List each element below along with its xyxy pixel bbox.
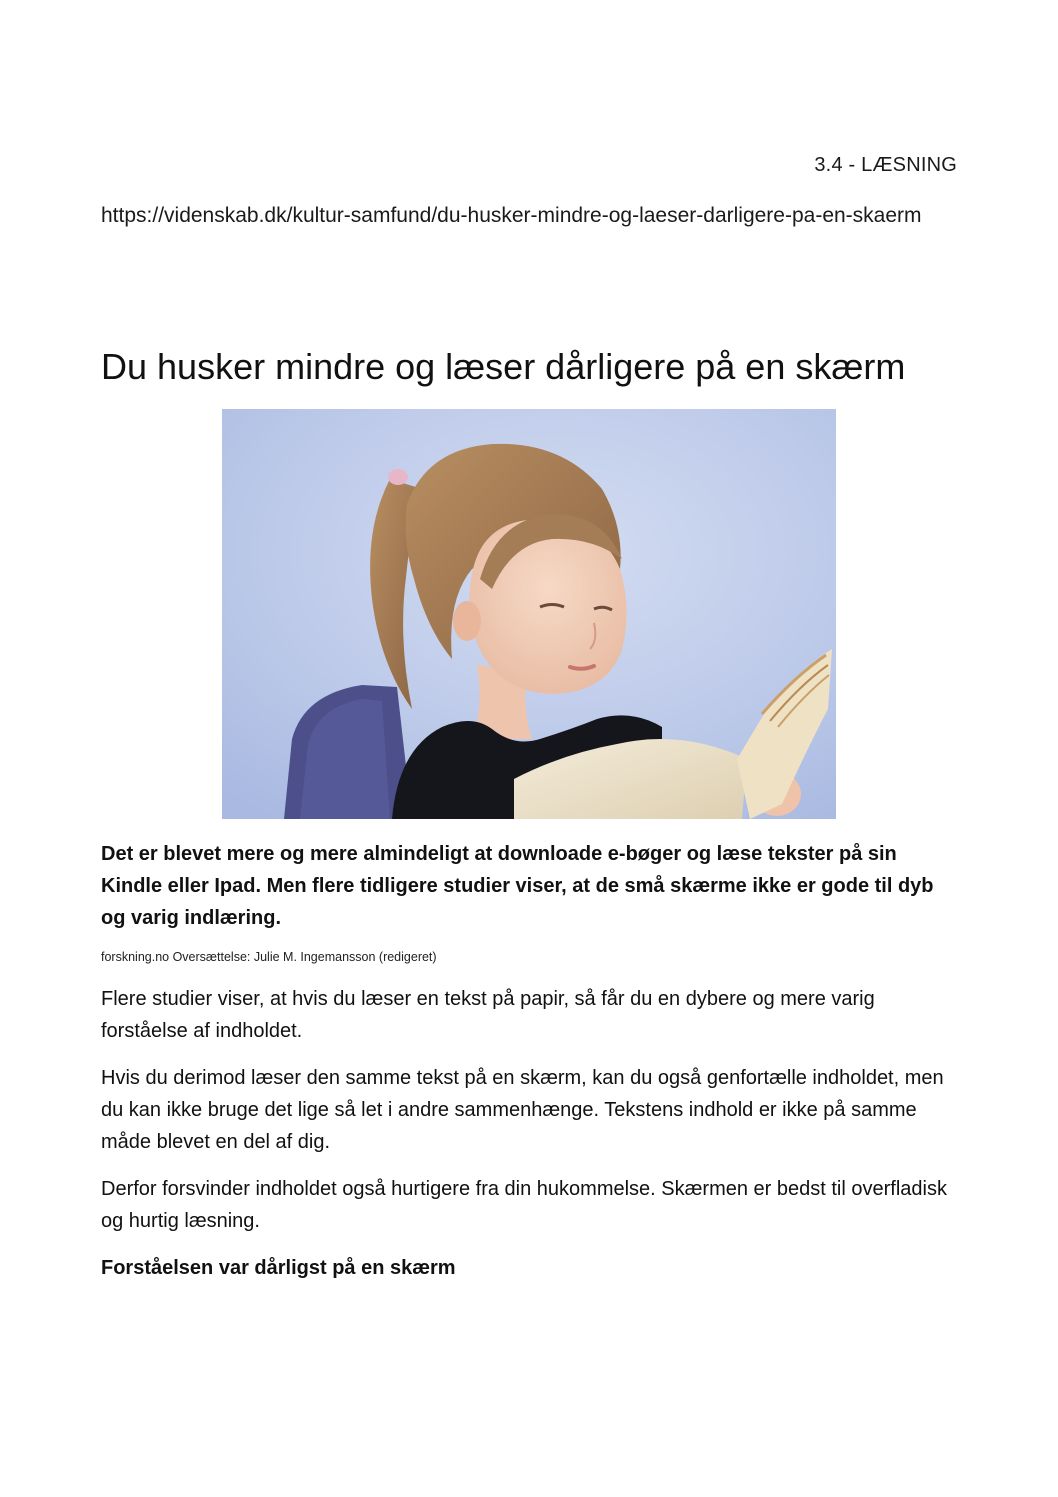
article-lead: Det er blevet mere og mere almindeligt at downloade e-bøger og læse tekster på sin Kindle eller Ipad. Men flere tidligere studier viser, at de små skærme ikke er gode til dyb og varig indlæring. xyxy=(101,843,934,929)
article-subheading: Forståelsen var dårligst på en skærm xyxy=(101,1257,456,1279)
body-paragraph: Hvis du derimod læser den samme tekst på en skærm, kan du også genfortælle indholdet, men du kan ikke bruge det lige så let i andre sammenhænge. Tekstens indhold er ikke på samme måde blevet en del af dig. xyxy=(101,1067,944,1153)
body-paragraph: Flere studier viser, at hvis du læser en tekst på papir, så får du en dybere og mere varig forståelse af indholdet. xyxy=(101,988,875,1042)
article-photo-girl-reading xyxy=(222,409,836,819)
article-body xyxy=(101,983,961,1284)
article-byline: forskning.no Oversættelse: Julie M. Ingemansson (redigeret) xyxy=(101,950,437,964)
body-paragraph: Derfor forsvinder indholdet også hurtigere fra din hukommelse. Skærmen er bedst til overfladisk og hurtig læsning. xyxy=(101,1178,947,1232)
source-url: https://videnskab.dk/kultur-samfund/du-husker-mindre-og-laeser-darligere-pa-en-skaerm xyxy=(101,204,922,227)
section-label: 3.4 - LÆSNING xyxy=(814,154,957,176)
article-title: Du husker mindre og læser dårligere på en skærm xyxy=(101,346,906,387)
